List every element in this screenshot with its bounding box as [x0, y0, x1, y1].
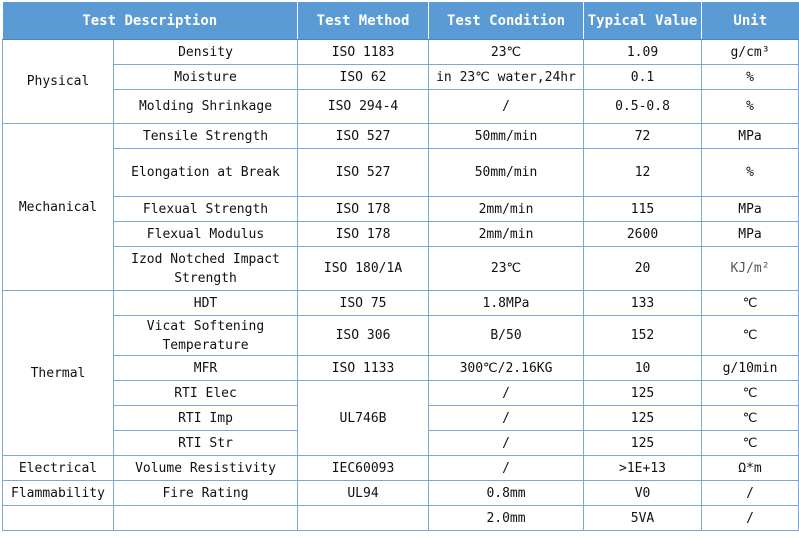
table-row — [3, 149, 799, 197]
value-cell: >1E+13 — [584, 456, 702, 481]
condition-cell: 23℃ — [429, 247, 584, 291]
method-cell: ISO 178 — [298, 222, 429, 247]
condition-cell: 50mm/min — [429, 149, 584, 197]
unit-cell: % — [702, 65, 799, 90]
unit-cell: ℃ — [702, 316, 799, 356]
condition-cell: 2.0mm — [429, 506, 584, 531]
property-cell: RTI Str — [114, 431, 298, 456]
unit-cell: MPa — [702, 197, 799, 222]
table-row — [3, 40, 799, 65]
property-cell: Moisture — [114, 65, 298, 90]
table-row — [3, 222, 799, 247]
property-cell: HDT — [114, 291, 298, 316]
condition-cell: 2mm/min — [429, 222, 584, 247]
condition-cell: / — [429, 381, 584, 406]
unit-cell: / — [702, 506, 799, 531]
method-cell: ISO 294-4 — [298, 90, 429, 124]
condition-cell: in 23℃ water,24hr — [429, 65, 584, 90]
condition-cell: 23℃ — [429, 40, 584, 65]
specification-table — [2, 2, 799, 531]
property-cell: Molding Shrinkage — [114, 90, 298, 124]
property-cell: RTI Imp — [114, 406, 298, 431]
value-cell: 125 — [584, 381, 702, 406]
unit-cell: g/10min — [702, 356, 799, 381]
table-row — [3, 90, 799, 124]
category-mechanical: Mechanical — [3, 124, 114, 291]
property-cell: Fire Rating — [114, 481, 298, 506]
unit-cell: ℃ — [702, 291, 799, 316]
category-empty — [3, 506, 114, 531]
table-row — [3, 197, 799, 222]
property-cell: Izod Notched Impact Strength — [114, 247, 298, 291]
method-cell: IEC60093 — [298, 456, 429, 481]
value-cell: 72 — [584, 124, 702, 149]
property-cell — [114, 506, 298, 531]
unit-cell: ℃ — [702, 381, 799, 406]
category-physical: Physical — [3, 40, 114, 124]
unit-cell: KJ/m² — [702, 247, 799, 291]
unit-cell: / — [702, 481, 799, 506]
table-row — [3, 124, 799, 149]
table-row — [3, 456, 799, 481]
value-cell: 1.09 — [584, 40, 702, 65]
table-row — [3, 506, 799, 531]
category-electrical: Electrical — [3, 456, 114, 481]
category-thermal: Thermal — [3, 291, 114, 456]
table-row — [3, 291, 799, 316]
property-cell: Density — [114, 40, 298, 65]
property-cell: Flexual Strength — [114, 197, 298, 222]
method-cell: UL746B — [298, 381, 429, 456]
method-cell: ISO 180/1A — [298, 247, 429, 291]
unit-cell: % — [702, 149, 799, 197]
header-typical-value: Typical Value — [584, 2, 702, 40]
property-cell: Tensile Strength — [114, 124, 298, 149]
condition-cell: 1.8MPa — [429, 291, 584, 316]
property-cell: Elongation at Break — [114, 149, 298, 197]
table-row — [3, 247, 799, 291]
property-cell: Flexual Modulus — [114, 222, 298, 247]
condition-cell: 50mm/min — [429, 124, 584, 149]
property-cell: MFR — [114, 356, 298, 381]
property-cell: RTI Elec — [114, 381, 298, 406]
table-row — [3, 356, 799, 381]
header-test-description: Test Description — [3, 2, 298, 40]
unit-cell: ℃ — [702, 431, 799, 456]
value-cell: V0 — [584, 481, 702, 506]
method-cell: UL94 — [298, 481, 429, 506]
unit-cell: MPa — [702, 222, 799, 247]
table-row — [3, 65, 799, 90]
method-cell: ISO 1183 — [298, 40, 429, 65]
unit-cell: Ω*m — [702, 456, 799, 481]
condition-cell: / — [429, 406, 584, 431]
unit-cell: g/cm³ — [702, 40, 799, 65]
value-cell: 2600 — [584, 222, 702, 247]
table-row — [3, 381, 799, 406]
header-test-method: Test Method — [298, 2, 429, 40]
condition-cell: B/50 — [429, 316, 584, 356]
value-cell: 20 — [584, 247, 702, 291]
method-cell: ISO 75 — [298, 291, 429, 316]
condition-cell: 300℃/2.16KG — [429, 356, 584, 381]
value-cell: 125 — [584, 406, 702, 431]
condition-cell: 2mm/min — [429, 197, 584, 222]
value-cell: 0.5-0.8 — [584, 90, 702, 124]
unit-cell: ℃ — [702, 406, 799, 431]
method-cell: ISO 62 — [298, 65, 429, 90]
condition-cell: / — [429, 456, 584, 481]
method-cell — [298, 506, 429, 531]
unit-cell: MPa — [702, 124, 799, 149]
value-cell: 133 — [584, 291, 702, 316]
property-cell: Vicat Softening Temperature — [114, 316, 298, 356]
condition-cell: / — [429, 90, 584, 124]
value-cell: 125 — [584, 431, 702, 456]
value-cell: 0.1 — [584, 65, 702, 90]
value-cell: 152 — [584, 316, 702, 356]
method-cell: ISO 306 — [298, 316, 429, 356]
header-row — [3, 2, 799, 40]
condition-cell: / — [429, 431, 584, 456]
method-cell: ISO 527 — [298, 124, 429, 149]
value-cell: 12 — [584, 149, 702, 197]
header-test-condition: Test Condition — [429, 2, 584, 40]
table-row — [3, 316, 799, 356]
method-cell: ISO 1133 — [298, 356, 429, 381]
table-row — [3, 481, 799, 506]
method-cell: ISO 178 — [298, 197, 429, 222]
property-cell: Volume Resistivity — [114, 456, 298, 481]
unit-cell: % — [702, 90, 799, 124]
method-cell: ISO 527 — [298, 149, 429, 197]
header-unit: Unit — [702, 2, 799, 40]
value-cell: 115 — [584, 197, 702, 222]
category-flammability: Flammability — [3, 481, 114, 506]
value-cell: 5VA — [584, 506, 702, 531]
value-cell: 10 — [584, 356, 702, 381]
condition-cell: 0.8mm — [429, 481, 584, 506]
